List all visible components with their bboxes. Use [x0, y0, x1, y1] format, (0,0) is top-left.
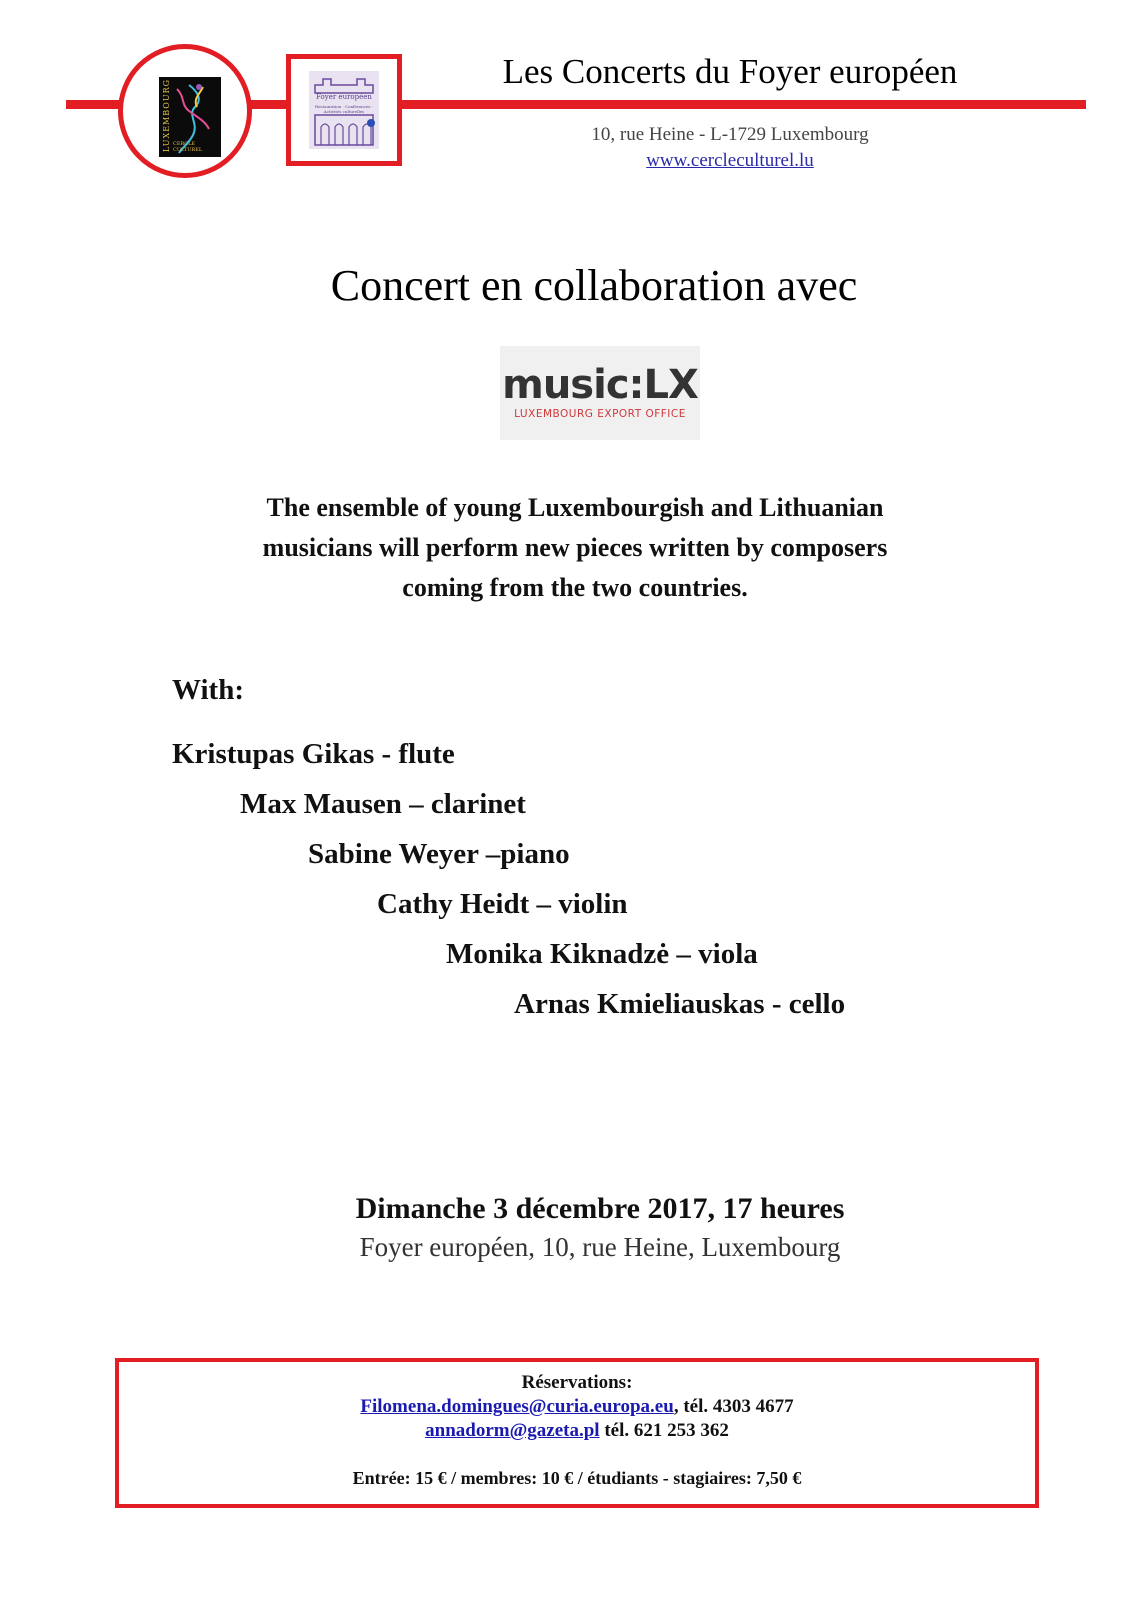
logo-right-sub: Restauration · Conférences · Activités culturelles	[315, 104, 373, 114]
concert-description	[180, 488, 970, 608]
cercle-culturel-logo-image	[159, 77, 221, 157]
phone-2: tél. 621 253 362	[599, 1420, 729, 1441]
performer-item: Arnas Kmieliauskas - cello	[514, 988, 846, 1020]
performers-label: With:	[172, 674, 244, 706]
ticket-prices: Entrée: 15 € / membres: 10 € / étudiants - stagiaires: 7,50 €	[352, 1468, 802, 1488]
foyer-europeen-logo	[286, 54, 402, 166]
cercle-culturel-logo	[118, 44, 252, 178]
email-link-2[interactable]: annadorm@gazeta.pl	[425, 1420, 600, 1441]
description-line-3: coming from the two countries.	[402, 573, 748, 602]
collaboration-heading: Concert en collaboration avec	[330, 261, 858, 310]
header-address: 10, rue Heine - L-1729 Luxembourg	[591, 124, 869, 145]
phone-1: , tél. 4303 4677	[673, 1396, 794, 1417]
music-lx-logo	[500, 346, 700, 440]
foyer-europeen-logo-image	[309, 71, 379, 149]
performer-item: Sabine Weyer –piano	[308, 838, 570, 870]
logo-right-text: Foyer européen	[316, 93, 372, 101]
logo-left-text: LUXEMBOURG	[162, 79, 171, 153]
reservations-box	[115, 1358, 1039, 1508]
performer-item: Cathy Heidt – violin	[377, 888, 628, 920]
reservations-title: Réservations:	[521, 1372, 633, 1393]
event-venue: Foyer européen, 10, rue Heine, Luxembourg	[359, 1232, 841, 1262]
reservation-contact-2	[119, 1420, 1035, 1442]
event-date: Dimanche 3 décembre 2017, 17 heures	[355, 1192, 845, 1225]
reservation-contact-1	[119, 1396, 1035, 1418]
description-line-1: The ensemble of young Luxembourgish and Lithuanian	[266, 493, 884, 522]
website-link[interactable]: www.cercleculturel.lu	[646, 150, 814, 171]
page-title: Les Concerts du Foyer européen	[502, 52, 958, 91]
music-lx-brand: music:LX	[502, 362, 698, 408]
performer-item: Monika Kiknadzė – viola	[446, 938, 758, 970]
music-lx-tagline: LUXEMBOURG EXPORT OFFICE	[514, 408, 686, 420]
performer-item: Kristupas Gikas - flute	[172, 738, 455, 770]
email-link-1[interactable]: Filomena.domingues@curia.europa.eu	[360, 1396, 674, 1417]
logo-left-sub: CERCLE CULTUREL	[173, 141, 203, 153]
performer-item: Max Mausen – clarinet	[240, 788, 526, 820]
description-line-2: musicians will perform new pieces written by composers	[262, 533, 888, 562]
